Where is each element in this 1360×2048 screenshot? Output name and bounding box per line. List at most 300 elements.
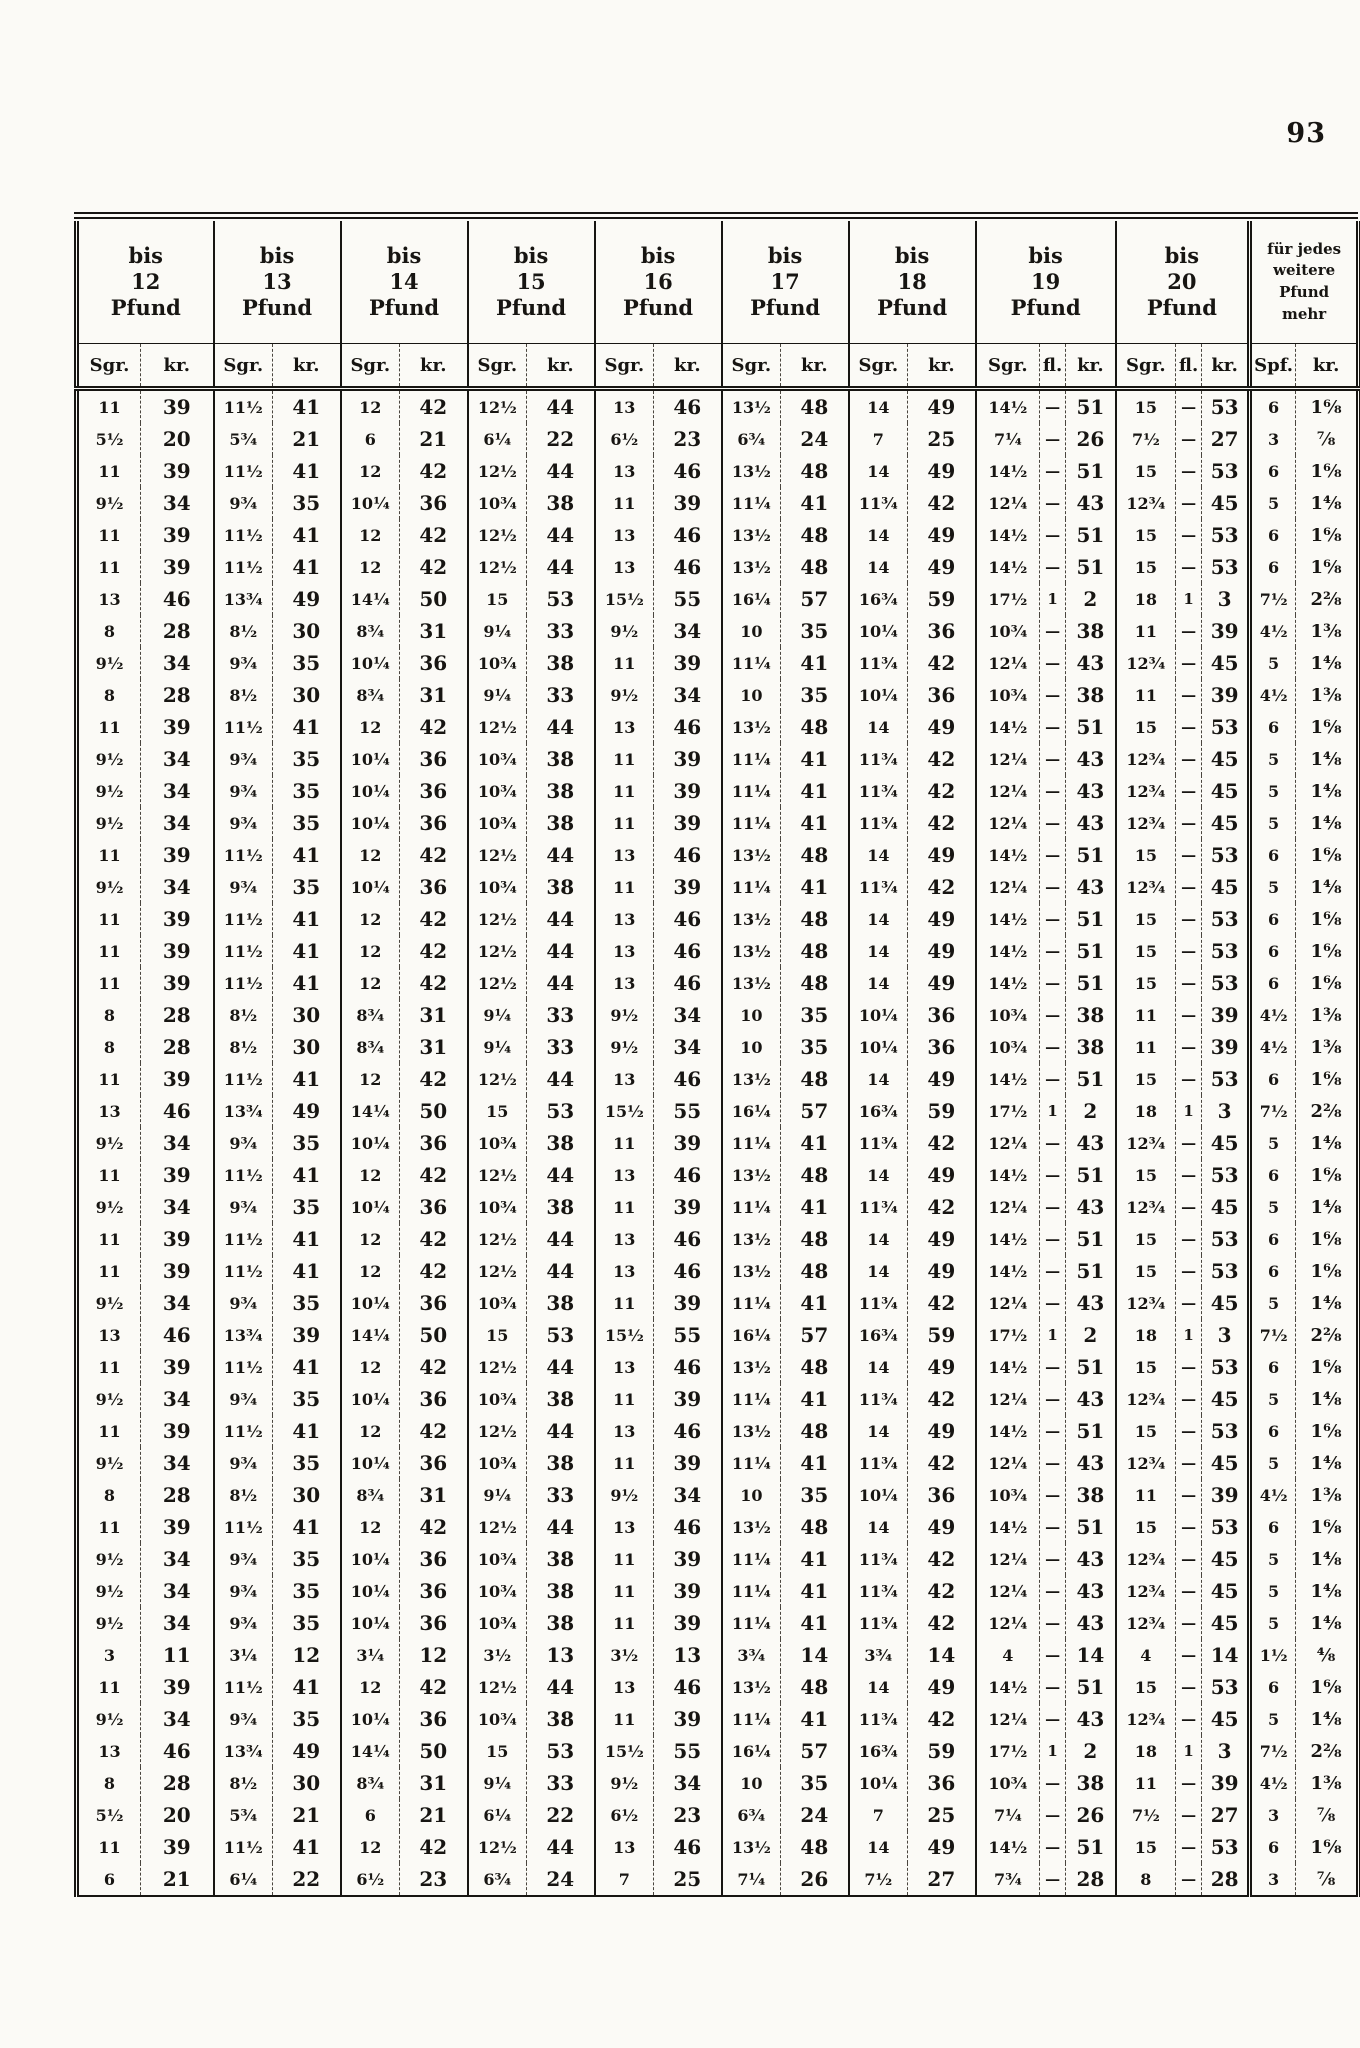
data-cell: 57 <box>781 1735 849 1767</box>
data-cell: 15 <box>1116 935 1176 967</box>
data-cell: 51 <box>1066 551 1116 583</box>
data-cell: 11 <box>98 1069 121 1089</box>
data-cell: 53 <box>1202 1063 1250 1095</box>
data-cell: — <box>1040 1223 1066 1255</box>
data-cell: 48 <box>781 967 849 999</box>
data-cell: 13½ <box>722 903 781 935</box>
data-cell: 3 <box>1202 1095 1250 1127</box>
data-cell: — <box>1040 1287 1066 1319</box>
data-cell: — <box>1176 839 1202 871</box>
data-cell: 42 <box>400 1159 468 1191</box>
data-cell: 43 <box>1066 1543 1116 1575</box>
data-cell: 10 <box>722 679 781 711</box>
data-cell: — <box>1176 1063 1202 1095</box>
data-cell: 12¾ <box>1116 487 1176 519</box>
data-cell: 1 <box>1040 583 1066 615</box>
data-cell: 1 <box>1040 1095 1066 1127</box>
data-cell: 36 <box>400 871 468 903</box>
data-cell: — <box>1040 1831 1066 1863</box>
data-cell: 30 <box>273 999 341 1031</box>
data-cell: 8 <box>103 621 116 641</box>
data-cell: 42 <box>908 1447 976 1479</box>
data-cell: — <box>1176 1191 1202 1223</box>
data-cell: — <box>1040 1543 1066 1575</box>
data-cell: — <box>1040 743 1066 775</box>
data-cell: 34 <box>654 679 722 711</box>
data-cell: 12¼ <box>976 1383 1040 1415</box>
data-cell: 13 <box>98 1101 121 1121</box>
data-cell: 44 <box>527 1255 595 1287</box>
data-cell: — <box>1176 711 1202 743</box>
data-cell: 3 <box>1250 1863 1296 1896</box>
data-cell: 39 <box>141 1223 214 1255</box>
data-cell: 6¼ <box>214 1863 273 1896</box>
data-cell: 14½ <box>976 839 1040 871</box>
data-cell: 16¼ <box>722 1319 781 1351</box>
data-cell: 44 <box>527 1223 595 1255</box>
data-cell: 15 <box>1116 1511 1176 1543</box>
data-cell: 11 <box>595 487 654 519</box>
data-cell: 6 <box>1250 1831 1296 1863</box>
subcol-header: Sgr. <box>214 344 273 389</box>
data-cell: — <box>1040 1607 1066 1639</box>
data-cell: 9½ <box>95 1453 124 1473</box>
data-cell: 12 <box>341 455 400 487</box>
data-cell: 39 <box>654 1447 722 1479</box>
data-cell: 1⁶⁄₈ <box>1296 455 1359 487</box>
data-cell: 11¾ <box>849 743 908 775</box>
data-cell: 39 <box>273 1319 341 1351</box>
table-row <box>77 1479 1359 1511</box>
data-cell: 12 <box>341 1351 400 1383</box>
data-cell: 10¼ <box>341 871 400 903</box>
data-cell: 6 <box>1250 551 1296 583</box>
subcol-header: kr. <box>273 344 341 389</box>
data-cell: 39 <box>654 1383 722 1415</box>
data-cell: 42 <box>400 1063 468 1095</box>
data-cell: 13½ <box>722 1351 781 1383</box>
table-row <box>77 1127 1359 1159</box>
data-cell: 39 <box>1202 679 1250 711</box>
data-cell: 10¾ <box>468 1287 527 1319</box>
data-cell: 41 <box>273 839 341 871</box>
data-cell: 10 <box>722 1767 781 1799</box>
data-cell: 4½ <box>1250 615 1296 647</box>
data-cell: 9¾ <box>214 743 273 775</box>
data-cell: 14 <box>781 1639 849 1671</box>
data-cell: 44 <box>527 551 595 583</box>
data-cell: 10¼ <box>849 999 908 1031</box>
data-cell: 5 <box>1250 807 1296 839</box>
data-cell: 11 <box>98 461 121 481</box>
data-cell: 38 <box>527 1127 595 1159</box>
data-cell: 20 <box>141 1799 214 1831</box>
data-cell: — <box>1176 743 1202 775</box>
table-row <box>77 1543 1359 1575</box>
data-cell: 35 <box>273 1127 341 1159</box>
data-cell: 11½ <box>214 389 273 424</box>
data-cell: 49 <box>273 583 341 615</box>
data-cell: 10¼ <box>341 775 400 807</box>
data-cell: 41 <box>781 1447 849 1479</box>
data-cell: 34 <box>141 1383 214 1415</box>
data-cell: 13½ <box>722 1831 781 1863</box>
data-cell: 13½ <box>722 839 781 871</box>
data-cell: 11½ <box>214 1223 273 1255</box>
data-cell: 18 <box>1116 1319 1176 1351</box>
data-cell: 11½ <box>214 1351 273 1383</box>
data-cell: 39 <box>141 1415 214 1447</box>
data-cell: 38 <box>527 487 595 519</box>
column-group-title: bis 19 Pfund <box>976 221 1116 344</box>
data-cell: 1 <box>1040 1319 1066 1351</box>
data-cell: 53 <box>1202 551 1250 583</box>
data-cell: 50 <box>400 583 468 615</box>
subcol-header: Sgr. <box>1116 344 1176 389</box>
data-cell: 46 <box>654 455 722 487</box>
data-cell: 13½ <box>722 1063 781 1095</box>
subcol-header: kr. <box>400 344 468 389</box>
data-cell: 49 <box>908 1159 976 1191</box>
data-cell: 9¾ <box>214 1447 273 1479</box>
data-cell: 14½ <box>976 903 1040 935</box>
data-cell: 51 <box>1066 519 1116 551</box>
data-cell: 42 <box>400 1255 468 1287</box>
data-cell: 11½ <box>214 903 273 935</box>
data-cell: 43 <box>1066 743 1116 775</box>
data-cell: 11 <box>98 557 121 577</box>
data-cell: 1⁴⁄₈ <box>1296 1383 1359 1415</box>
table-row <box>77 1799 1359 1831</box>
data-cell: 38 <box>527 871 595 903</box>
data-cell: 41 <box>781 1127 849 1159</box>
data-cell: 3½ <box>468 1639 527 1671</box>
data-cell: 11¼ <box>722 775 781 807</box>
data-cell: 10¾ <box>976 1031 1040 1063</box>
data-cell: 1⁴⁄₈ <box>1296 775 1359 807</box>
data-cell: 10¾ <box>976 679 1040 711</box>
data-cell: 41 <box>273 1255 341 1287</box>
data-cell: 6¾ <box>722 1799 781 1831</box>
data-cell: 5½ <box>95 429 124 449</box>
data-cell: — <box>1176 903 1202 935</box>
data-cell: 11 <box>1116 615 1176 647</box>
data-cell: 25 <box>908 423 976 455</box>
data-cell: 10¾ <box>468 871 527 903</box>
data-cell: 11 <box>98 717 121 737</box>
data-cell: 1⁶⁄₈ <box>1296 1351 1359 1383</box>
data-cell: 45 <box>1202 1703 1250 1735</box>
data-cell: 39 <box>141 903 214 935</box>
data-cell: 21 <box>141 1863 214 1896</box>
data-cell: — <box>1040 1191 1066 1223</box>
data-cell: 10¼ <box>849 1479 908 1511</box>
data-cell: 13 <box>98 1741 121 1761</box>
data-cell: 28 <box>141 1479 214 1511</box>
data-cell: 41 <box>273 1159 341 1191</box>
data-cell: 3 <box>1202 1319 1250 1351</box>
data-cell: — <box>1176 1415 1202 1447</box>
data-cell: 42 <box>908 871 976 903</box>
data-cell: 48 <box>781 1159 849 1191</box>
data-cell: 42 <box>908 807 976 839</box>
data-cell: 5 <box>1250 1607 1296 1639</box>
data-cell: 46 <box>654 1671 722 1703</box>
column-group-title: bis 18 Pfund <box>849 221 976 344</box>
data-cell: 12½ <box>468 551 527 583</box>
data-cell: 9¼ <box>468 1479 527 1511</box>
data-cell: 6½ <box>341 1863 400 1896</box>
data-cell: 39 <box>654 775 722 807</box>
data-cell: 53 <box>1202 839 1250 871</box>
data-cell: 46 <box>654 1831 722 1863</box>
data-cell: 1⁴⁄₈ <box>1296 807 1359 839</box>
subcol-header: Sgr. <box>722 344 781 389</box>
table-row <box>77 1767 1359 1799</box>
data-cell: 41 <box>273 519 341 551</box>
data-cell: 36 <box>400 1703 468 1735</box>
data-cell: 2 <box>1066 583 1116 615</box>
data-cell: 6 <box>103 1869 116 1889</box>
data-cell: 11¾ <box>849 807 908 839</box>
data-cell: 17½ <box>976 1735 1040 1767</box>
data-cell: 38 <box>527 743 595 775</box>
data-cell: 31 <box>400 615 468 647</box>
data-cell: 13½ <box>722 389 781 424</box>
table-row <box>77 1031 1359 1063</box>
data-cell: 5 <box>1250 1575 1296 1607</box>
data-cell: 10¼ <box>341 1575 400 1607</box>
data-cell: 39 <box>141 1511 214 1543</box>
data-cell: 8 <box>103 1485 116 1505</box>
data-cell: 7¾ <box>976 1863 1040 1896</box>
data-cell: 10¼ <box>341 1543 400 1575</box>
data-cell: — <box>1176 1799 1202 1831</box>
data-cell: 59 <box>908 1735 976 1767</box>
data-cell: 12 <box>341 903 400 935</box>
data-cell: 45 <box>1202 647 1250 679</box>
data-cell: 11 <box>595 1447 654 1479</box>
data-cell: — <box>1176 1639 1202 1671</box>
data-cell: 41 <box>781 1607 849 1639</box>
data-cell: — <box>1176 1479 1202 1511</box>
subcol-header: Sgr. <box>77 344 141 389</box>
data-cell: 12 <box>341 1223 400 1255</box>
data-cell: 1⁶⁄₈ <box>1296 551 1359 583</box>
data-cell: 11 <box>98 1677 121 1697</box>
data-cell: 5 <box>1250 775 1296 807</box>
data-cell: 4½ <box>1250 1767 1296 1799</box>
data-cell: 35 <box>273 1191 341 1223</box>
data-cell: 11 <box>1116 679 1176 711</box>
subcol-header: kr. <box>908 344 976 389</box>
data-cell: 9½ <box>595 1479 654 1511</box>
data-cell: — <box>1176 551 1202 583</box>
data-cell: 42 <box>400 389 468 424</box>
data-cell: 10¾ <box>468 775 527 807</box>
data-cell: 10¼ <box>849 615 908 647</box>
subcol-header: kr. <box>1202 344 1250 389</box>
data-cell: 12½ <box>468 711 527 743</box>
data-cell: 16¼ <box>722 1735 781 1767</box>
data-cell: 49 <box>908 519 976 551</box>
data-cell: 10¾ <box>468 1543 527 1575</box>
data-cell: 7¼ <box>976 423 1040 455</box>
data-cell: 5 <box>1250 871 1296 903</box>
data-cell: 11 <box>1116 1767 1176 1799</box>
data-cell: 10¼ <box>341 1287 400 1319</box>
data-cell: 16¾ <box>849 1735 908 1767</box>
data-cell: 15 <box>1116 1671 1176 1703</box>
data-cell: 11 <box>595 807 654 839</box>
data-cell: 48 <box>781 389 849 424</box>
data-cell: — <box>1176 1863 1202 1896</box>
data-cell: 15 <box>1116 1415 1176 1447</box>
table-row <box>77 647 1359 679</box>
data-cell: 23 <box>654 423 722 455</box>
data-cell: 1 <box>1040 1735 1066 1767</box>
data-cell: 16¾ <box>849 1095 908 1127</box>
data-cell: 4½ <box>1250 679 1296 711</box>
data-cell: 9¾ <box>214 487 273 519</box>
data-cell: 12½ <box>468 1255 527 1287</box>
data-cell: 49 <box>908 389 976 424</box>
data-cell: 34 <box>141 743 214 775</box>
data-cell: 14 <box>849 967 908 999</box>
data-cell: 41 <box>781 1575 849 1607</box>
data-cell: 34 <box>141 1447 214 1479</box>
data-cell: 43 <box>1066 775 1116 807</box>
data-cell: 35 <box>273 1383 341 1415</box>
data-cell: 39 <box>141 389 214 424</box>
data-cell: — <box>1176 1031 1202 1063</box>
data-cell: 13 <box>595 839 654 871</box>
data-cell: 39 <box>1202 999 1250 1031</box>
data-cell: 46 <box>654 1511 722 1543</box>
data-cell: 9¾ <box>214 647 273 679</box>
data-cell: 46 <box>654 1255 722 1287</box>
data-cell: 8½ <box>214 1767 273 1799</box>
data-cell: — <box>1040 455 1066 487</box>
data-cell: 45 <box>1202 1575 1250 1607</box>
table-row <box>77 967 1359 999</box>
data-cell: 42 <box>400 1831 468 1863</box>
data-cell: 38 <box>527 1191 595 1223</box>
data-cell: 45 <box>1202 807 1250 839</box>
data-cell: 24 <box>781 1799 849 1831</box>
data-cell: — <box>1176 1383 1202 1415</box>
data-cell: 12¼ <box>976 1287 1040 1319</box>
data-cell: 41 <box>781 807 849 839</box>
data-cell: 14 <box>849 1063 908 1095</box>
data-cell: 14¼ <box>341 1319 400 1351</box>
data-cell: 10¾ <box>468 647 527 679</box>
data-cell: — <box>1040 903 1066 935</box>
data-cell: 44 <box>527 1511 595 1543</box>
data-cell: 14½ <box>976 1223 1040 1255</box>
data-cell: — <box>1040 423 1066 455</box>
conversion-table-wrap <box>74 212 1358 1897</box>
data-cell: 13 <box>595 1671 654 1703</box>
data-cell: 2²⁄₈ <box>1296 1095 1359 1127</box>
data-cell: 48 <box>781 551 849 583</box>
data-cell: 36 <box>400 1543 468 1575</box>
data-cell: 34 <box>654 999 722 1031</box>
data-cell: 12¾ <box>1116 775 1176 807</box>
data-cell: 53 <box>1202 967 1250 999</box>
data-cell: 9¼ <box>468 1767 527 1799</box>
data-cell: 12 <box>400 1639 468 1671</box>
data-cell: 11 <box>595 1383 654 1415</box>
data-cell: 10¾ <box>468 807 527 839</box>
data-cell: 12½ <box>468 1415 527 1447</box>
data-cell: 11¼ <box>722 1383 781 1415</box>
data-cell: 39 <box>654 871 722 903</box>
data-cell: 12 <box>341 551 400 583</box>
data-cell: 41 <box>781 487 849 519</box>
data-cell: 8½ <box>214 999 273 1031</box>
data-cell: 10¼ <box>341 1383 400 1415</box>
data-cell: 12 <box>341 519 400 551</box>
table-row <box>77 1191 1359 1223</box>
data-cell: 34 <box>654 615 722 647</box>
data-cell: 15 <box>1116 839 1176 871</box>
data-cell: 14½ <box>976 551 1040 583</box>
data-cell: 10¾ <box>468 1575 527 1607</box>
data-cell: 53 <box>1202 903 1250 935</box>
data-cell: 10¾ <box>468 1607 527 1639</box>
data-cell: 51 <box>1066 455 1116 487</box>
data-cell: 43 <box>1066 807 1116 839</box>
data-cell: 15 <box>468 583 527 615</box>
data-cell: 35 <box>273 1575 341 1607</box>
data-cell: 35 <box>273 1607 341 1639</box>
data-cell: 42 <box>908 1191 976 1223</box>
data-cell: — <box>1040 647 1066 679</box>
data-cell: 13 <box>98 589 121 609</box>
data-cell: 42 <box>400 839 468 871</box>
data-cell: 53 <box>1202 1831 1250 1863</box>
page-number: 93 <box>1286 118 1326 149</box>
data-cell: 14 <box>849 1511 908 1543</box>
data-cell: 16¾ <box>849 583 908 615</box>
data-cell: — <box>1176 1159 1202 1191</box>
data-cell: 34 <box>141 1575 214 1607</box>
table-row <box>77 583 1359 615</box>
data-cell: 9¾ <box>214 871 273 903</box>
data-cell: 12 <box>341 839 400 871</box>
data-cell: 9½ <box>595 615 654 647</box>
data-cell: 38 <box>527 1287 595 1319</box>
data-cell: — <box>1176 487 1202 519</box>
data-cell: 8 <box>103 1037 116 1057</box>
data-cell: 14 <box>849 1255 908 1287</box>
data-cell: 15 <box>1116 1831 1176 1863</box>
data-cell: 48 <box>781 1351 849 1383</box>
data-cell: 41 <box>273 1415 341 1447</box>
data-cell: 38 <box>527 1447 595 1479</box>
data-cell: 36 <box>400 1127 468 1159</box>
data-cell: 18 <box>1116 1735 1176 1767</box>
data-cell: 42 <box>400 519 468 551</box>
data-cell: 8 <box>103 1773 116 1793</box>
data-cell: 13½ <box>722 1223 781 1255</box>
data-cell: 11 <box>98 973 121 993</box>
data-cell: 11¾ <box>849 1287 908 1319</box>
data-cell: 12¾ <box>1116 1575 1176 1607</box>
data-cell: 14¼ <box>341 1735 400 1767</box>
data-cell: 26 <box>1066 423 1116 455</box>
